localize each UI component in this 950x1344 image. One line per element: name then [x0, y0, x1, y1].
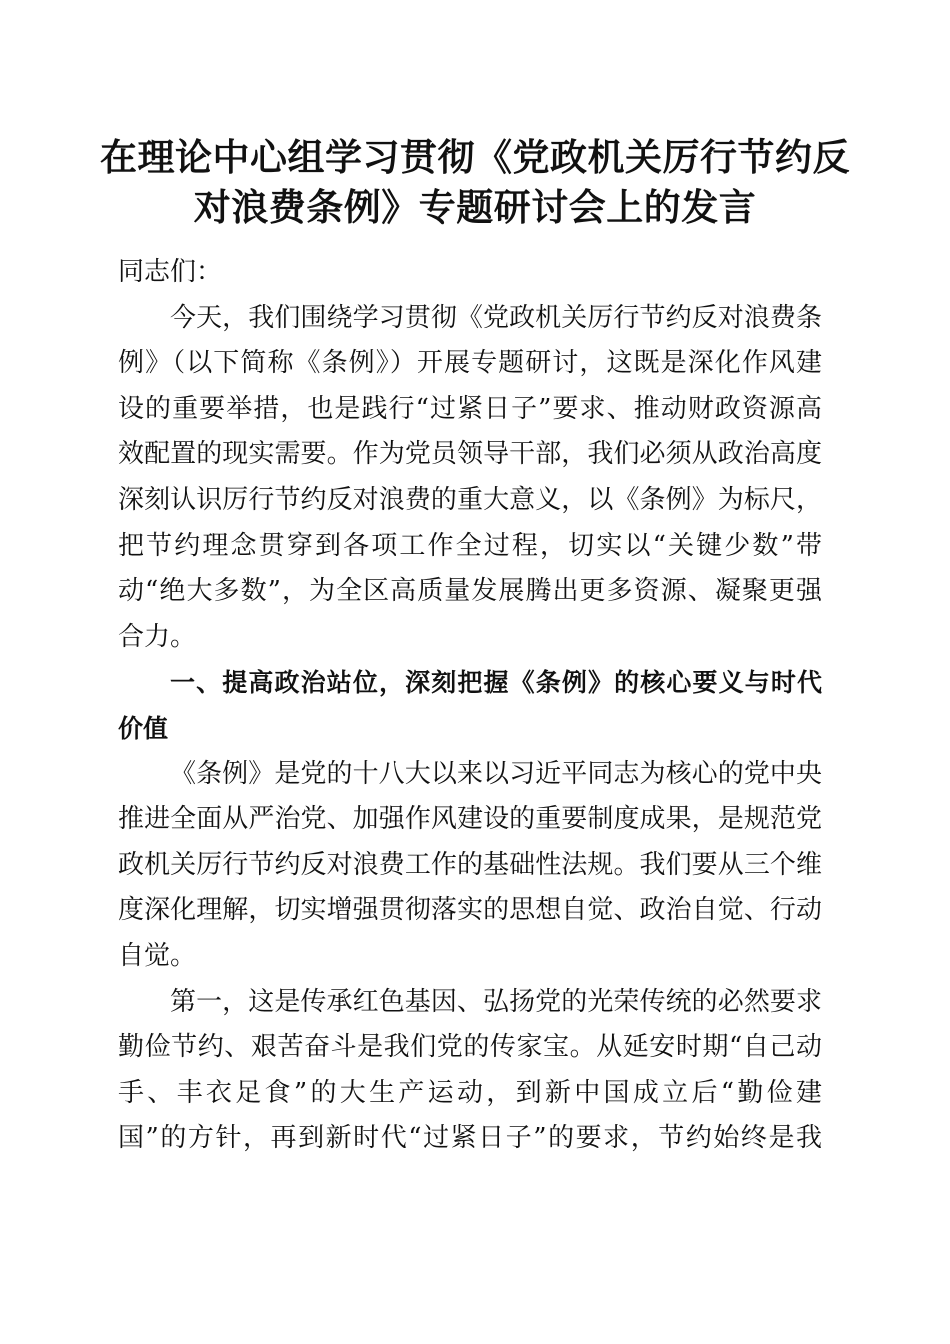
heading-line: 价值: [118, 713, 169, 743]
point-paragraph: [118, 980, 822, 1162]
paragraph-line: 度深化理解，切实增强贯彻落实的思想自觉、政治自觉、行动: [118, 895, 822, 926]
greeting: 同志们：: [118, 257, 223, 287]
heading-line: 一、提高政治站位，深刻把握《条例》的核心要义与时代: [170, 668, 822, 698]
paragraph-line: 效配置的现实需要。作为党员领导干部，我们必须从政治高度: [118, 439, 822, 470]
paragraph-line: 设的重要举措，也是践行“过紧日子”要求、推动财政资源高: [118, 393, 822, 424]
paragraph-line: 动“绝大多数”，为全区高质量发展腾出更多资源、凝聚更强: [118, 576, 822, 607]
paragraph-line: 自觉。: [118, 940, 197, 971]
section-paragraph: [118, 752, 822, 980]
paragraph-line: 勤俭节约、艰苦奋斗是我们党的传家宝。从延安时期“自己动: [118, 1032, 822, 1063]
paragraph-line: 国”的方针，再到新时代“过紧日子”的要求，节约始终是我: [118, 1123, 822, 1154]
document-body: [118, 250, 822, 1162]
intro-paragraph: [118, 296, 822, 661]
paragraph-line: 手、丰衣足食”的大生产运动，到新中国成立后“勤俭建: [118, 1077, 822, 1108]
paragraph-line: 合力。: [118, 621, 197, 652]
section-heading: [118, 660, 822, 751]
paragraph-line: 深刻认识厉行节约反对浪费的重大意义，以《条例》为标尺，: [118, 484, 822, 515]
title-line: 在理论中心组学习贯彻《党政机关厉行节约反: [100, 135, 850, 179]
paragraph-line: 推进全面从严治党、加强作风建设的重要制度成果，是规范党: [118, 804, 822, 835]
paragraph-line: 把节约理念贯穿到各项工作全过程，切实以“关键少数”带: [118, 530, 822, 561]
paragraph-line: 今天，我们围绕学习贯彻《党政机关厉行节约反对浪费条: [170, 302, 822, 333]
paragraph-line: 政机关厉行节约反对浪费工作的基础性法规。我们要从三个维: [118, 849, 822, 880]
paragraph-line: 例》（以下简称《条例》）开展专题研讨，这既是深化作风建: [118, 348, 822, 379]
document-title: [100, 132, 850, 232]
title-line: 对浪费条例》专题研讨会上的发言: [193, 185, 757, 229]
point-line: 第一，这是传承红色基因、弘扬党的光荣传统的必然要求: [170, 986, 822, 1017]
paragraph-line: 《条例》是党的十八大以来以习近平同志为核心的党中央: [170, 758, 822, 789]
